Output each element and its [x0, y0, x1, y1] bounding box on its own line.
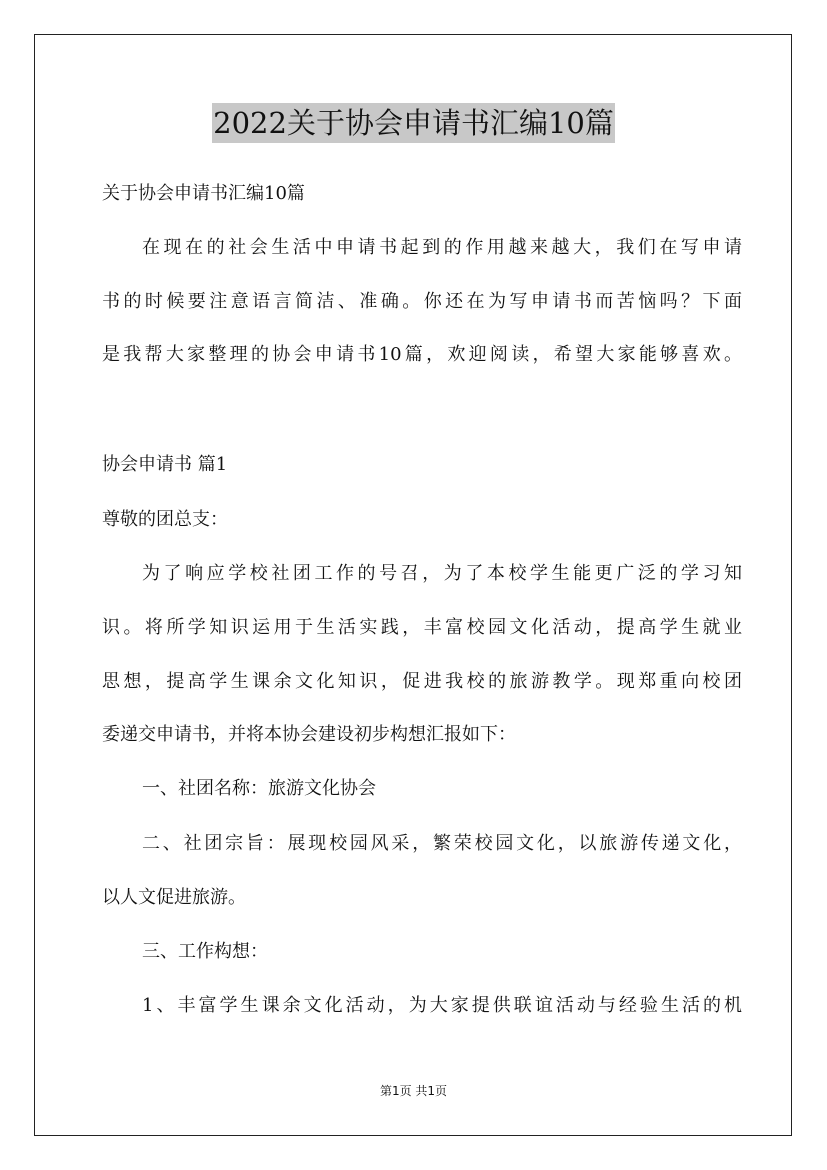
body-line-6: 二、社团宗旨：展现校园风采，繁荣校园文化，以旅游传递文化， — [142, 833, 742, 854]
document-title: 2022关于协会申请书汇编10篇 — [212, 103, 615, 143]
body-line-2: 识。将所学知识运用于生活实践，丰富校园文化活动，提高学生就业 — [102, 617, 742, 638]
body-line-1: 为了响应学校社团工作的号召，为了本校学生能更广泛的学习知 — [142, 563, 742, 584]
body-line-7: 以人文促进旅游。 — [102, 887, 246, 908]
body-line-4: 委递交申请书，并将本协会建设初步构想汇报如下： — [102, 724, 516, 745]
document-title-container — [0, 103, 827, 143]
body-line-9: 1、丰富学生课余文化活动，为大家提供联谊活动与经验生活的机 — [142, 995, 742, 1016]
document-subtitle: 关于协会申请书汇编10篇 — [102, 183, 305, 204]
section-heading: 协会申请书 篇1 — [102, 454, 228, 475]
body-line-3: 思想，提高学生课余文化知识，促进我校的旅游教学。现郑重向校团 — [102, 671, 742, 692]
intro-line-3: 是我帮大家整理的协会申请书10篇，欢迎阅读，希望大家能够喜欢。 — [102, 344, 742, 365]
body-line-5: 一、社团名称：旅游文化协会 — [142, 778, 376, 799]
intro-line-1: 在现在的社会生活中申请书起到的作用越来越大，我们在写申请 — [142, 237, 742, 258]
body-line-8: 三、工作构想： — [142, 941, 268, 962]
intro-line-2: 书的时候要注意语言简洁、准确。你还在为写申请书而苦恼吗？下面 — [102, 291, 742, 312]
salutation: 尊敬的团总支： — [102, 509, 228, 530]
page-footer: 第1页 共1页 — [379, 1084, 448, 1098]
